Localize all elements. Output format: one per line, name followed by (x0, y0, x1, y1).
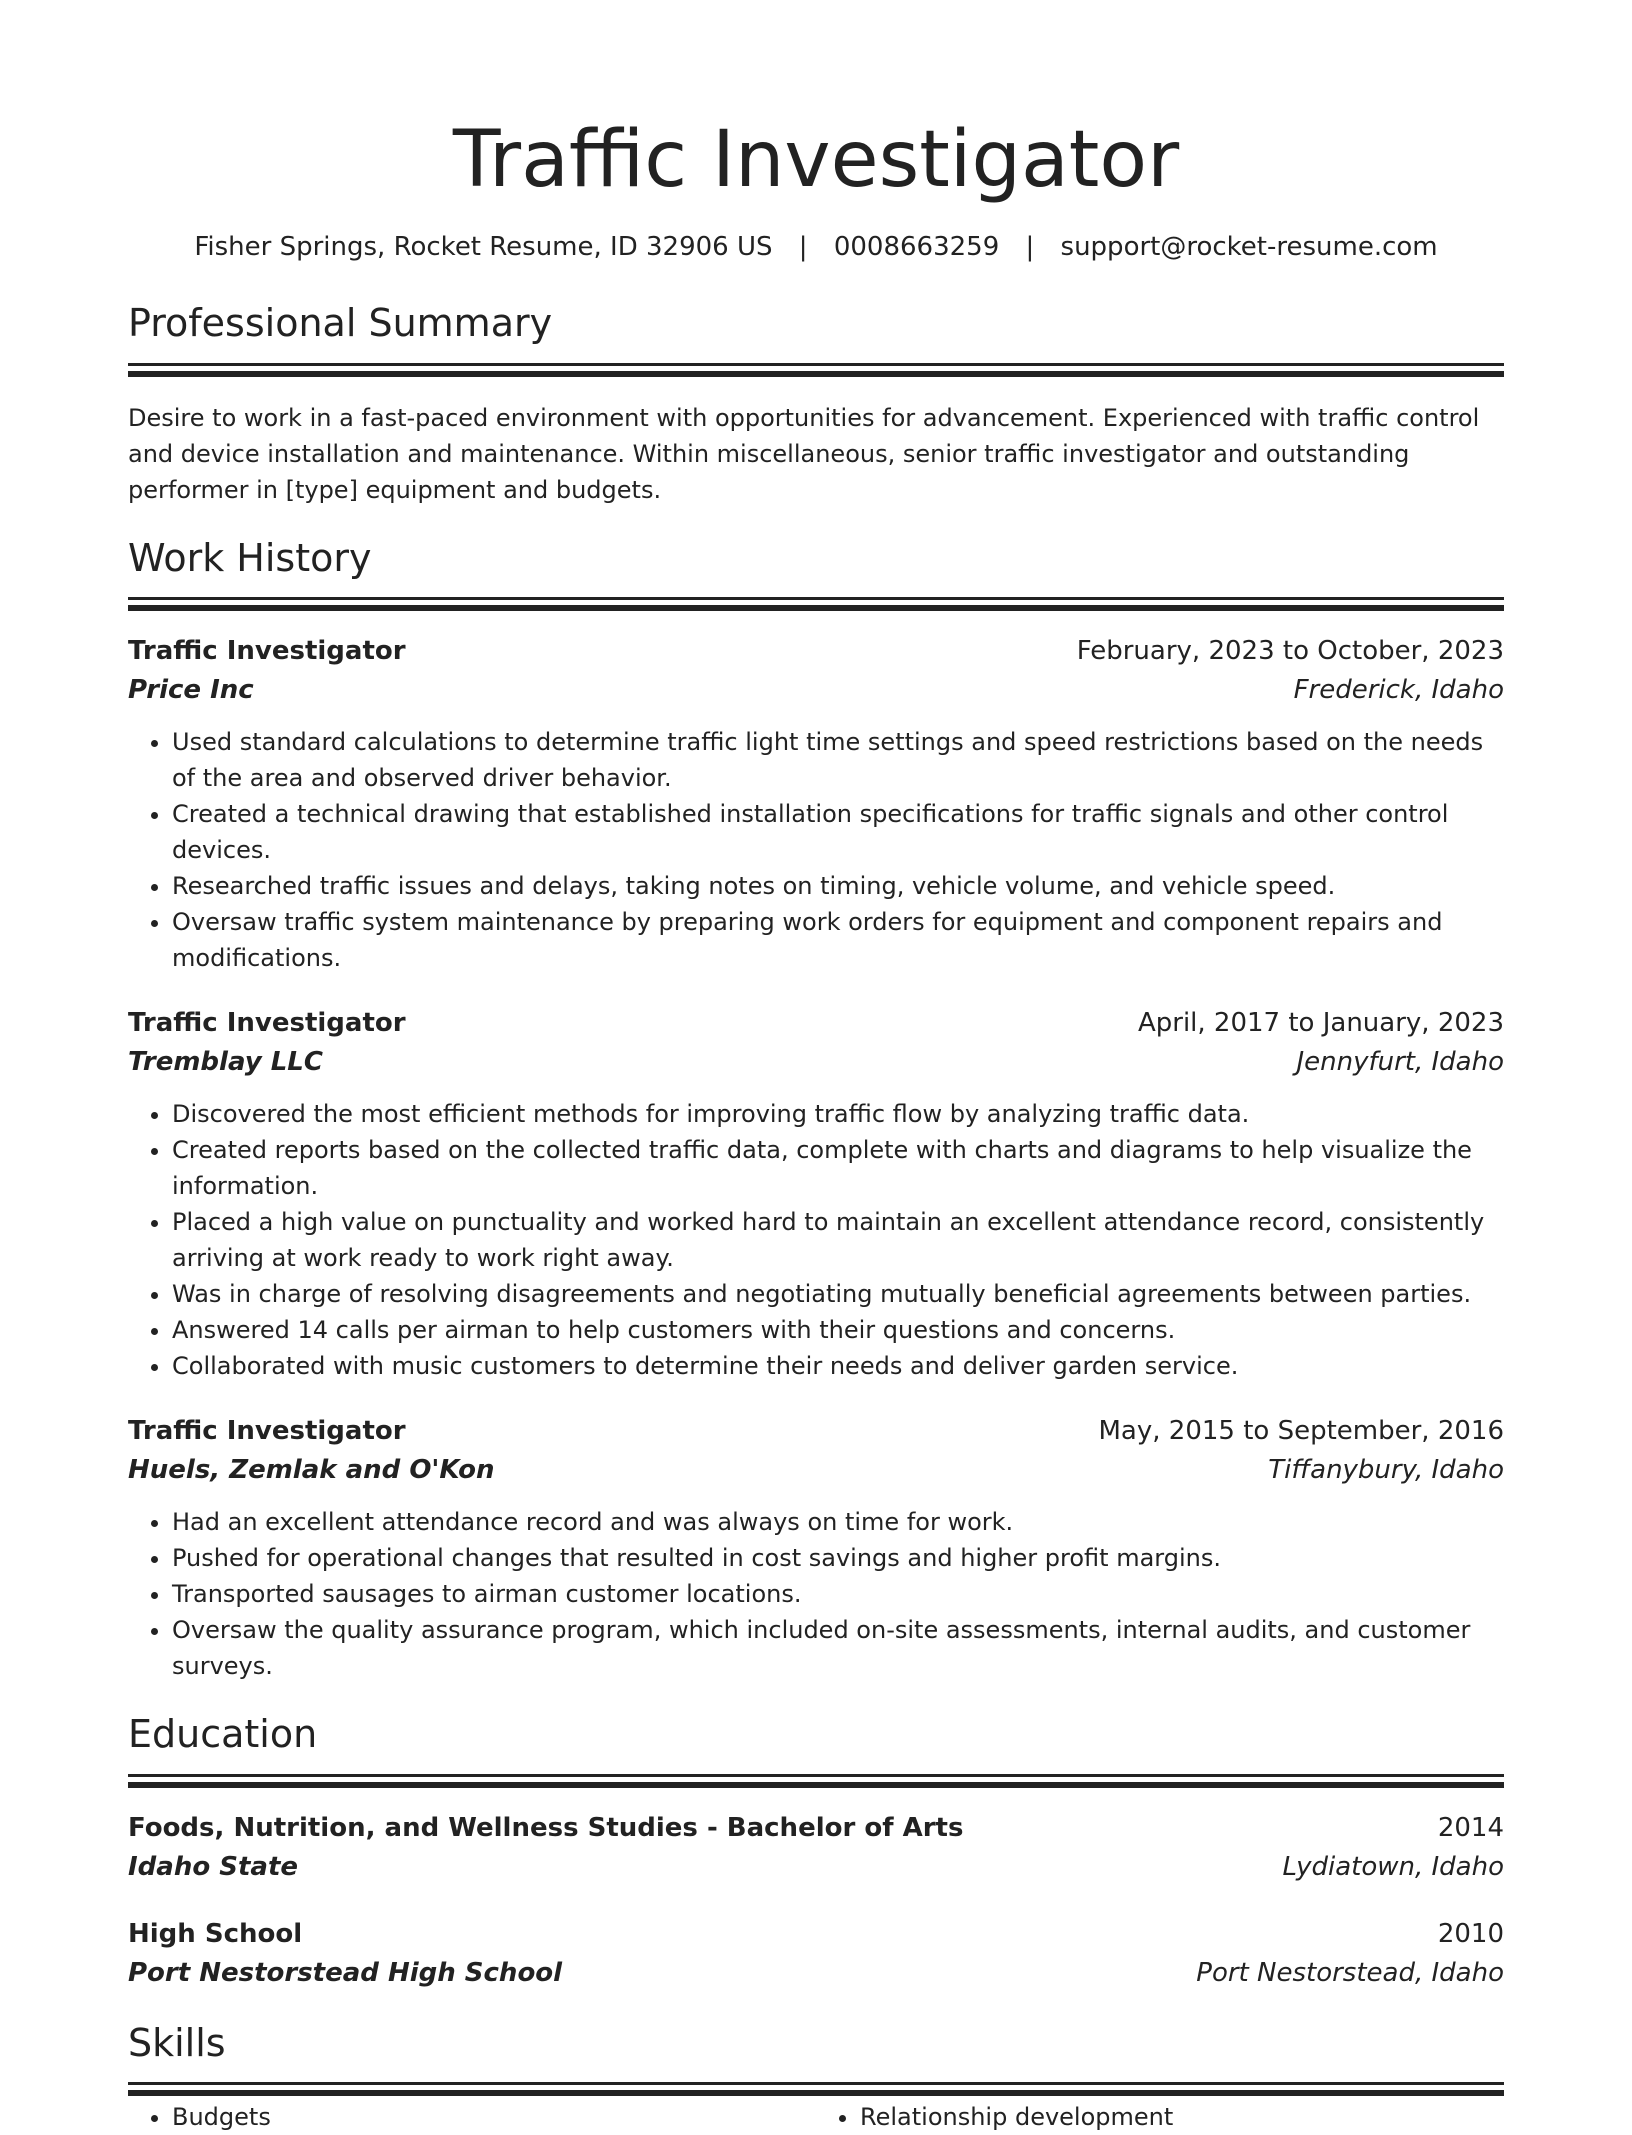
job-bullet: • Used standard calculations to determine traffic light time settings and speed restrictions based on the needs of the area and observed driver behavior. (172, 724, 1504, 796)
job-bullet: • Answered 14 calls per airman to help customers with their questions and concerns. (172, 1312, 1504, 1348)
job-entry (128, 1412, 1504, 1684)
skills-column-right (816, 2099, 1504, 2135)
section-title-education: Education (128, 1712, 318, 1757)
job-dates: February, 2023 to October, 2023 (1076, 636, 1504, 667)
skills-section (128, 2021, 1504, 2135)
job-title: Traffic Investigator (128, 1416, 406, 1447)
section-divider (128, 1774, 1504, 1777)
education-degree: High School (128, 1918, 303, 1949)
job-company: Huels, Zemlak and O'Kon (128, 1455, 495, 1486)
job-bullet: • Researched traffic issues and delays, taking notes on timing, vehicle volume, and vehicle speed. (172, 868, 1504, 904)
job-bullet: • Oversaw traffic system maintenance by preparing work orders for equipment and component repairs and modifications. (172, 904, 1504, 976)
job-bullets (128, 1504, 1504, 1684)
section-divider (128, 2082, 1504, 2085)
contact-line (128, 232, 1504, 263)
section-title-summary: Professional Summary (128, 300, 553, 345)
job-bullet: • Collaborated with music customers to determine their needs and deliver garden service. (172, 1348, 1504, 1384)
section-divider (128, 597, 1504, 600)
job-dates: April, 2017 to January, 2023 (1137, 1008, 1504, 1039)
candidate-name: Traffic Investigator (452, 115, 1180, 205)
contact-separator: | (798, 231, 808, 262)
job-bullets (128, 1096, 1504, 1384)
education-section (128, 1712, 1504, 1993)
section-divider (128, 363, 1504, 366)
contact-separator: | (1025, 231, 1035, 262)
summary-section (128, 301, 1504, 508)
job-location: Tiffanybury, Idaho (1268, 1455, 1504, 1486)
contact-address: Fisher Springs, Rocket Resume, ID 32906 US (194, 231, 773, 262)
job-bullet: • Was in charge of resolving disagreements and negotiating mutually beneficial agreements between parties. (172, 1276, 1504, 1312)
education-entry (128, 1809, 1504, 1887)
skills-grid (128, 2099, 1504, 2135)
job-bullet: • Transported sausages to airman customer locations. (172, 1576, 1504, 1612)
job-bullet: • Pushed for operational changes that resulted in cost savings and higher profit margins. (172, 1540, 1504, 1576)
education-entry (128, 1915, 1504, 1993)
section-title-skills: Skills (128, 2020, 226, 2065)
job-dates: May, 2015 to September, 2016 (1098, 1416, 1504, 1447)
job-entry (128, 1004, 1504, 1384)
job-bullets (128, 724, 1504, 976)
education-year: 2010 (1437, 1918, 1504, 1949)
summary-text: Desire to work in a fast-paced environment with opportunities for advancement. Experienced with traffic control and device installation and maintenance. Within miscellaneous, senior traffic investigator and outstanding performer in [type] equipment and budgets. (128, 403, 1480, 504)
job-bullet: • Discovered the most efficient methods for improving traffic flow by analyzing traffic data. (172, 1096, 1504, 1132)
skill-item: • Relationship development (860, 2099, 1504, 2135)
education-school: Idaho State (128, 1851, 299, 1882)
education-school: Port Nestorstead High School (128, 1957, 563, 1988)
contact-phone: 0008663259 (833, 231, 1000, 262)
education-location: Lydiatown, Idaho (1282, 1851, 1504, 1882)
job-title: Traffic Investigator (128, 636, 406, 667)
job-bullet: • Had an excellent attendance record and was always on time for work. (172, 1504, 1504, 1540)
job-bullet: • Created a technical drawing that established installation specifications for traffic signals and other control devices. (172, 796, 1504, 868)
job-company: Price Inc (128, 675, 254, 706)
work-history-section (128, 536, 1504, 1685)
education-year: 2014 (1437, 1812, 1504, 1843)
job-entry (128, 632, 1504, 976)
job-company: Tremblay LLC (128, 1047, 323, 1078)
job-bullet: • Oversaw the quality assurance program, which included on-site assessments, internal audits, and customer surveys. (172, 1612, 1504, 1684)
job-location: Jennyfurt, Idaho (1296, 1047, 1504, 1078)
skills-column-left (128, 2099, 816, 2135)
education-location: Port Nestorstead, Idaho (1196, 1957, 1504, 1988)
contact-email: support@rocket-resume.com (1060, 231, 1438, 262)
section-title-work-history: Work History (128, 535, 372, 580)
job-title: Traffic Investigator (128, 1008, 406, 1039)
job-location: Frederick, Idaho (1293, 675, 1504, 706)
skill-item: • Budgets (172, 2099, 816, 2135)
job-bullet: • Placed a high value on punctuality and worked hard to maintain an excellent attendance record, consistently arriving at work ready to work right away. (172, 1204, 1504, 1276)
education-degree: Foods, Nutrition, and Wellness Studies - Bachelor of Arts (128, 1812, 964, 1843)
job-bullet: • Created reports based on the collected traffic data, complete with charts and diagrams to help visualize the information. (172, 1132, 1504, 1204)
